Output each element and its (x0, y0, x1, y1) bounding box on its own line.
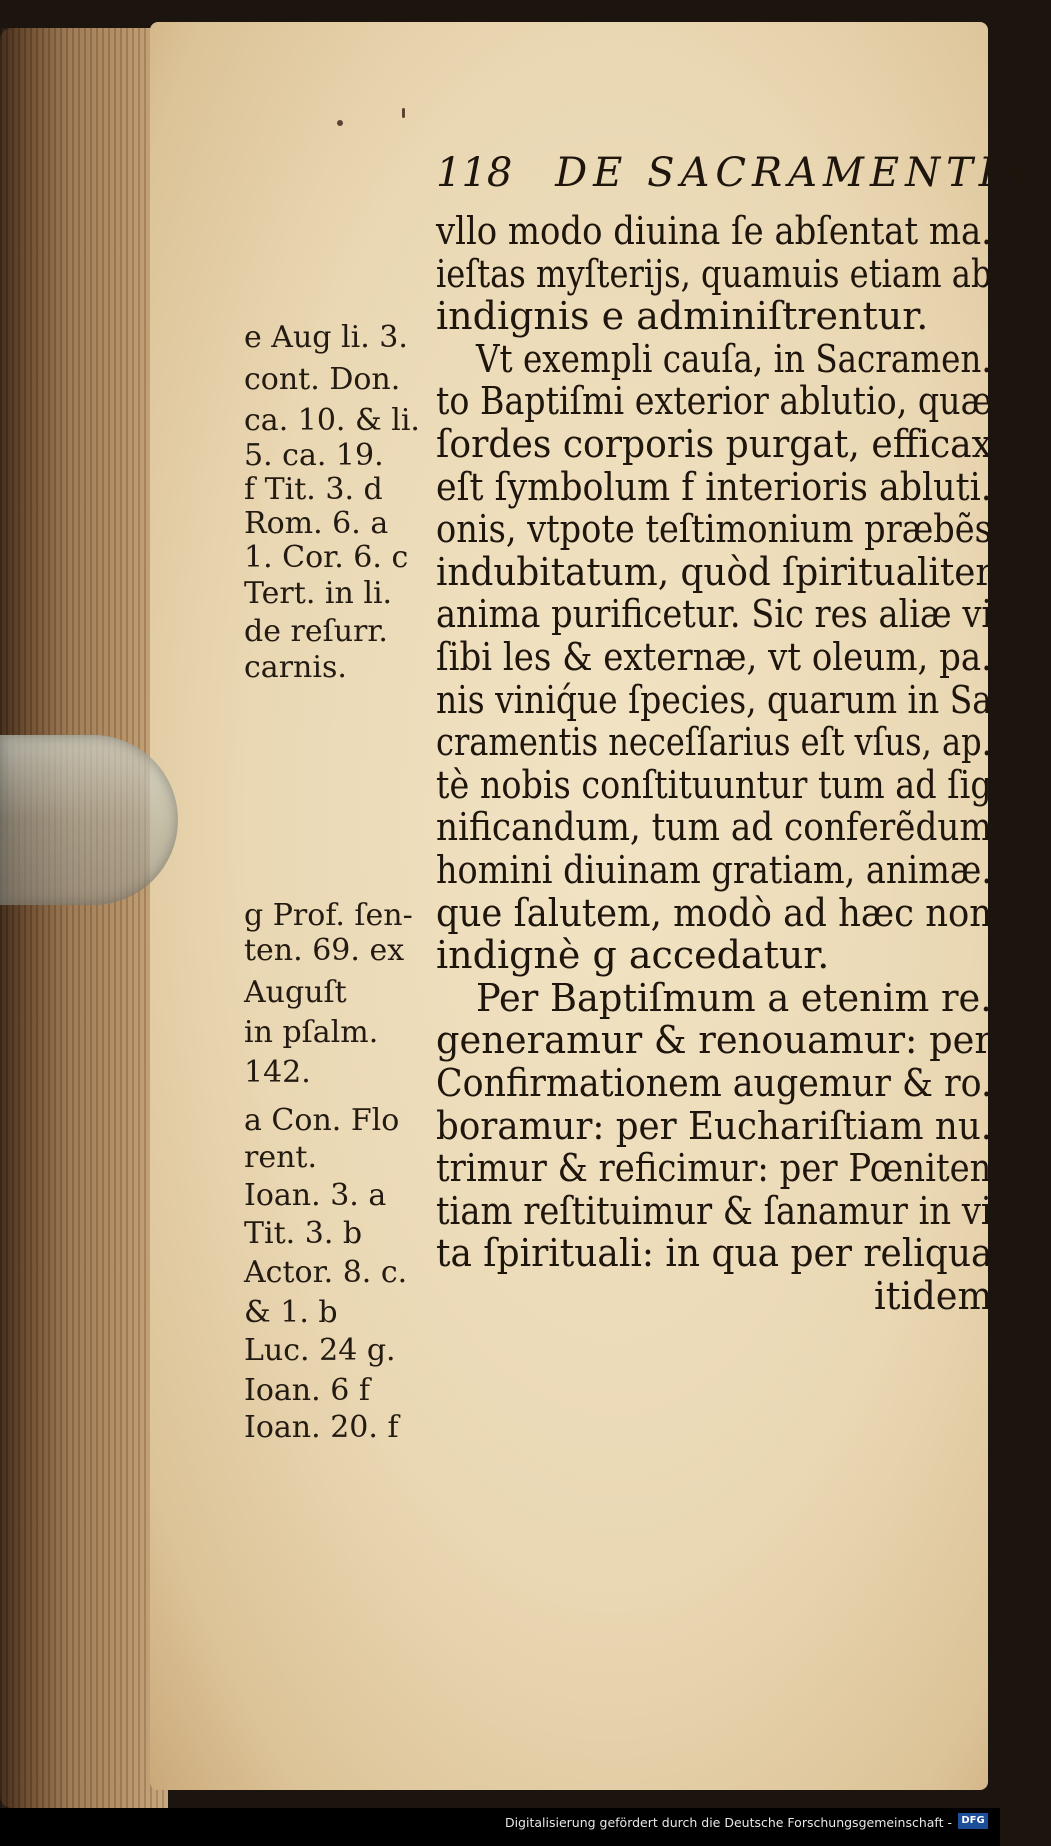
text-line: Per Baptiſmum a etenim re. (476, 975, 992, 1020)
margin-note: 5. ca. 19. (244, 438, 384, 473)
margin-note: & 1. b (244, 1295, 338, 1330)
text-line: Vt exempli cauſa, in Sacramen. (476, 336, 992, 381)
margin-note: Actor. 8. c. (244, 1255, 408, 1290)
text-line: onis, vtpote teſtimonium præbẽs (436, 507, 992, 552)
margin-note: ca. 10. & li. (244, 403, 420, 438)
text-line: ta ſpirituali: in qua per reliqua (436, 1231, 993, 1276)
text-line: vllo modo diuina ſe abſentat ma. (436, 209, 992, 253)
margin-note: Luc. 24 g. (244, 1333, 396, 1368)
text-line: ieſtas myſterijs, quamuis etiam ab (436, 251, 992, 296)
dfg-logo: DFG (958, 1813, 988, 1829)
margin-note: g Prof. ſen- (244, 898, 413, 933)
margin-note: a Con. Flo (244, 1103, 400, 1138)
text-line: boramur: per Euchariſtiam nu. (436, 1103, 993, 1148)
margin-note: ten. 69. ex (244, 933, 405, 968)
glass-page-holder (0, 735, 178, 905)
paper-speck (402, 108, 405, 118)
text-line: ſordes corporis purgat, efficax (436, 422, 993, 466)
margin-note: de reſurr. (244, 614, 388, 649)
text-line: indignè g accedatur. (436, 933, 830, 978)
text-line: Confirmationem augemur & ro. (436, 1061, 993, 1105)
paper-speck (337, 120, 343, 126)
margin-note: rent. (244, 1140, 318, 1175)
margin-note: f Tit. 3. d (244, 472, 383, 507)
margin-note: carnis. (244, 650, 347, 685)
text-line: indubitatum, quòd ſpiritualiter (436, 549, 993, 594)
margin-note: Tert. in li. (244, 576, 393, 611)
margin-note: Ioan. 3. a (244, 1178, 387, 1213)
margin-note: cont. Don. (244, 362, 401, 397)
text-line: trimur & reficimur: per Pœniten (436, 1146, 992, 1191)
margin-note: 1. Cor. 6. c (244, 540, 409, 575)
text-line: eſt ſymbolum f interioris abluti. (436, 464, 992, 509)
text-line: ſibi les & externæ, vt oleum, pa. (436, 635, 992, 679)
margin-note: Ioan. 6 f (244, 1373, 370, 1408)
digitization-credit: Digitalisierung gefördert durch die Deutsche Forschungsgemeinschaft - (504, 1815, 952, 1830)
text-line: nis viniq́ue ſpecies, quarum in Sa (436, 677, 992, 722)
text-line: tiam reſtituimur & ſanamur in vi (436, 1188, 992, 1233)
margin-note: e Aug li. 3. (244, 320, 408, 355)
margin-note: Tit. 3. b (244, 1216, 363, 1251)
margin-note: Rom. 6. a (244, 506, 389, 541)
margin-note: Auguſt (244, 975, 347, 1010)
text-line: homini diuinam gratiam, animæ. (436, 848, 993, 892)
book-page-edges (0, 28, 168, 1808)
text-line: que ſalutem, modò ad hæc non (436, 890, 993, 935)
text-line: cramentis neceſſarius eſt vſus, ap. (436, 720, 992, 765)
margin-note: in pſalm. (244, 1015, 379, 1050)
margin-note: 142. (244, 1055, 311, 1090)
margin-note: Ioan. 20. f (244, 1410, 399, 1445)
running-head (436, 150, 1051, 196)
text-line: anima purificetur. Sic res aliæ vi (436, 592, 993, 637)
text-line: itidem (873, 1274, 992, 1318)
text-line: nificandum, tum ad conferẽdum (436, 805, 992, 850)
text-line: generamur & renouamur: per (436, 1018, 992, 1063)
text-line: tè nobis conſtituuntur tum ad ſig (436, 762, 992, 807)
page-number: 118 (436, 150, 513, 196)
text-line: to Baptiſmi exterior ablutio, quæ (436, 379, 992, 424)
running-title: DE SACRAMENTIS. (555, 150, 1051, 196)
text-line: indignis e adminiſtrentur. (436, 294, 929, 339)
